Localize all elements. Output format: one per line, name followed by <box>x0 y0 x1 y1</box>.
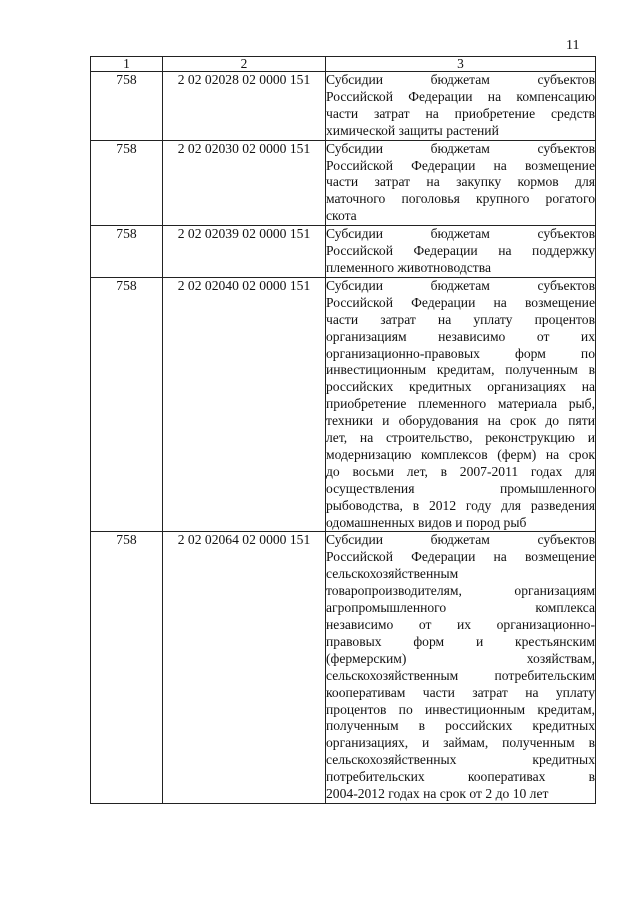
description-line: Российской Федерации на поддержку <box>326 243 595 259</box>
admin-code-cell: 758 <box>91 140 163 226</box>
column-header-2: 2 <box>163 57 326 72</box>
description-line: Российской Федерации на возмещение <box>326 549 595 565</box>
description-line: модернизацию комплексов (ферм) на срок <box>326 446 595 462</box>
description-line: скота <box>326 208 357 224</box>
description-line: Российской Федерации на компенсацию <box>326 88 595 104</box>
table-row <box>91 277 596 532</box>
description-cell <box>326 72 596 141</box>
description-line: осуществления промышленного <box>326 480 595 496</box>
budget-code-cell: 2 02 02040 02 0000 151 <box>163 277 326 532</box>
description-line: до восьми лет, в 2007-2011 годах для <box>326 463 595 479</box>
description-cell <box>326 226 596 278</box>
description-line: Субсидии бюджетам субъектов <box>326 140 595 156</box>
description-line: части затрат на уплату процентов <box>326 311 595 327</box>
description-line: потребительских кооперативах в <box>326 769 595 785</box>
admin-code-cell: 758 <box>91 72 163 141</box>
description-line: кооперативам части затрат на уплату <box>326 684 595 700</box>
description-line: инвестиционным кредитам, полученным в <box>326 362 595 378</box>
description-line: лет, на строительство, реконструкцию и <box>326 430 595 446</box>
description-line: организациях, и займам, полученным в <box>326 735 595 751</box>
description-line: полученным в российских кредитных <box>326 718 595 734</box>
table-row <box>91 226 596 278</box>
table-row <box>91 140 596 226</box>
description-line: рыбоводства, в 2012 году для разведения <box>326 497 595 513</box>
description-line: части затрат на приобретение средств <box>326 105 595 121</box>
description-line: техники и оборудования на срок до пяти <box>326 413 595 429</box>
description-line: организационно-правовых форм по <box>326 345 595 361</box>
admin-code-cell: 758 <box>91 532 163 804</box>
budget-code-cell: 2 02 02028 02 0000 151 <box>163 72 326 141</box>
description-line: химической защиты растений <box>326 122 499 138</box>
description-line: российских кредитных организациях на <box>326 379 595 395</box>
column-header-1: 1 <box>91 57 163 72</box>
description-line: агропромышленного комплекса <box>326 600 595 616</box>
description-line: одомашненных видов и пород рыб <box>326 514 527 530</box>
admin-code-cell: 758 <box>91 226 163 278</box>
description-line: процентов по инвестиционным кредитам, <box>326 701 595 717</box>
description-line: маточного поголовья крупного рогатого <box>326 191 595 207</box>
description-line: товаропроизводителям, организациям <box>326 583 595 599</box>
table-row <box>91 532 596 804</box>
description-line: независимо от их организационно- <box>326 617 595 632</box>
description-line: 2004-2012 годах на срок от 2 до 10 лет <box>326 786 549 802</box>
description-line: сельскохозяйственных кредитных <box>326 752 595 768</box>
description-line: Субсидии бюджетам субъектов <box>326 72 595 87</box>
budget-code-cell: 2 02 02039 02 0000 151 <box>163 226 326 278</box>
description-cell <box>326 140 596 226</box>
page-number: 11 <box>566 38 580 53</box>
description-line: сельскохозяйственным <box>326 566 459 582</box>
description-line: (фермерским) хозяйствам, <box>326 650 595 666</box>
description-line: племенного животноводства <box>326 259 492 275</box>
description-line: приобретение племенного материала рыб, <box>326 396 595 412</box>
description-line: организациям независимо от их <box>326 328 595 344</box>
description-line: части затрат на закупку кормов для <box>326 174 595 190</box>
description-line: Российской Федерации на возмещение <box>326 294 595 310</box>
description-line: сельскохозяйственным потребительским <box>326 667 595 683</box>
budget-code-cell: 2 02 02030 02 0000 151 <box>163 140 326 226</box>
description-line: Субсидии бюджетам субъектов <box>326 532 595 548</box>
description-line: Субсидии бюджетам субъектов <box>326 277 595 293</box>
description-cell <box>326 532 596 804</box>
table-header-row <box>91 57 596 72</box>
admin-code-cell: 758 <box>91 277 163 532</box>
column-header-3: 3 <box>326 57 596 72</box>
description-line: Российской Федерации на возмещение <box>326 157 595 173</box>
description-line: Субсидии бюджетам субъектов <box>326 226 595 242</box>
budget-code-cell: 2 02 02064 02 0000 151 <box>163 532 326 804</box>
description-line: правовых форм и крестьянским <box>326 633 595 649</box>
table-row <box>91 72 596 141</box>
budget-codes-table <box>90 56 596 804</box>
description-cell <box>326 277 596 532</box>
